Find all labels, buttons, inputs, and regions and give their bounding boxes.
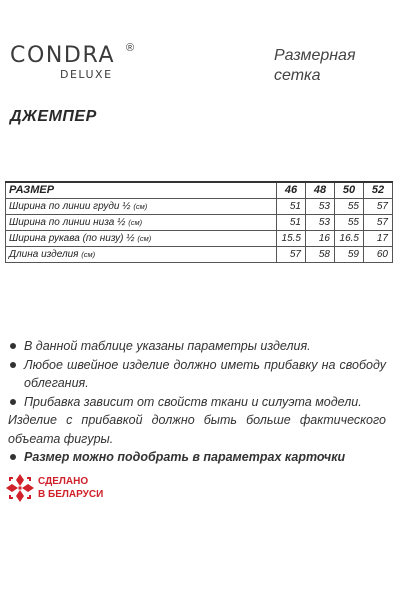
table-row	[6, 215, 393, 231]
bullet-icon	[10, 454, 16, 460]
note-text: Размер можно подобрать в параметрах карточки	[24, 450, 346, 464]
cell-value: 57	[277, 247, 306, 263]
brand-subline: DELUXE	[60, 68, 113, 81]
note-item	[8, 356, 386, 393]
size-header-48: 48	[306, 182, 335, 199]
cell-value: 51	[277, 199, 306, 215]
cell-value: 58	[306, 247, 335, 263]
note-text: Любое швейное изделие должно иметь прибавку на свободу облегания.	[24, 357, 386, 390]
cell-value: 15.5	[277, 231, 306, 247]
row-label-text: Ширина рукава (по низу) ½	[9, 233, 135, 244]
row-label	[6, 231, 277, 247]
bullet-icon	[10, 362, 16, 368]
note-text: В данной таблице указаны параметры изделия.	[24, 339, 311, 353]
note-item	[8, 411, 386, 448]
made-in-text	[38, 475, 103, 501]
made-in-belarus-badge	[4, 472, 114, 512]
size-header-52: 52	[364, 182, 393, 199]
made-in-line2: В БЕЛАРУСИ	[38, 489, 104, 500]
cell-value: 16.5	[335, 231, 364, 247]
cell-value: 17	[364, 231, 393, 247]
size-header-50: 50	[335, 182, 364, 199]
cell-value: 57	[364, 199, 393, 215]
product-title: ДЖЕМПЕР	[10, 108, 97, 125]
size-header-label: РАЗМЕР	[6, 182, 277, 199]
row-label-text: Ширина по линии низа ½	[9, 217, 126, 228]
note-text: Прибавка зависит от свойств ткани и силуэта модели.	[24, 394, 362, 409]
belarus-ornament-icon	[4, 472, 36, 504]
made-in-line1: СДЕЛАНО	[38, 476, 89, 487]
cell-value: 60	[364, 247, 393, 263]
table-header-row	[6, 182, 393, 199]
table-row	[6, 199, 393, 215]
cell-value: 16	[306, 231, 335, 247]
cell-value: 57	[364, 215, 393, 231]
brand-logo	[10, 44, 140, 94]
cell-value: 55	[335, 199, 364, 215]
registered-mark: ®	[126, 42, 135, 54]
row-unit: (см)	[81, 250, 96, 259]
note-text: Изделие с прибавкой должно быть больше фактического объеата фигуры.	[8, 413, 386, 446]
note-item	[8, 393, 386, 412]
notes-list	[8, 337, 386, 467]
cell-value: 53	[306, 199, 335, 215]
row-label-text: Ширина по линии груди ½	[9, 201, 131, 212]
row-unit: (см)	[128, 218, 143, 227]
row-label-text: Длина изделия	[9, 249, 79, 260]
cell-value: 53	[306, 215, 335, 231]
document-title: Размерная сетка	[274, 47, 356, 84]
note-item	[8, 448, 386, 467]
table-row	[6, 231, 393, 247]
row-label	[6, 215, 277, 231]
brand-name: CONDRA	[10, 43, 116, 68]
note-item	[8, 337, 386, 356]
size-header-46: 46	[277, 182, 306, 199]
row-label	[6, 199, 277, 215]
size-table	[5, 181, 393, 263]
bullet-icon	[10, 399, 16, 405]
row-label	[6, 247, 277, 263]
row-unit: (см)	[133, 202, 148, 211]
row-unit: (см)	[137, 234, 152, 243]
table-row	[6, 247, 393, 263]
cell-value: 51	[277, 215, 306, 231]
cell-value: 59	[335, 247, 364, 263]
cell-value: 55	[335, 215, 364, 231]
bullet-icon	[10, 343, 16, 349]
